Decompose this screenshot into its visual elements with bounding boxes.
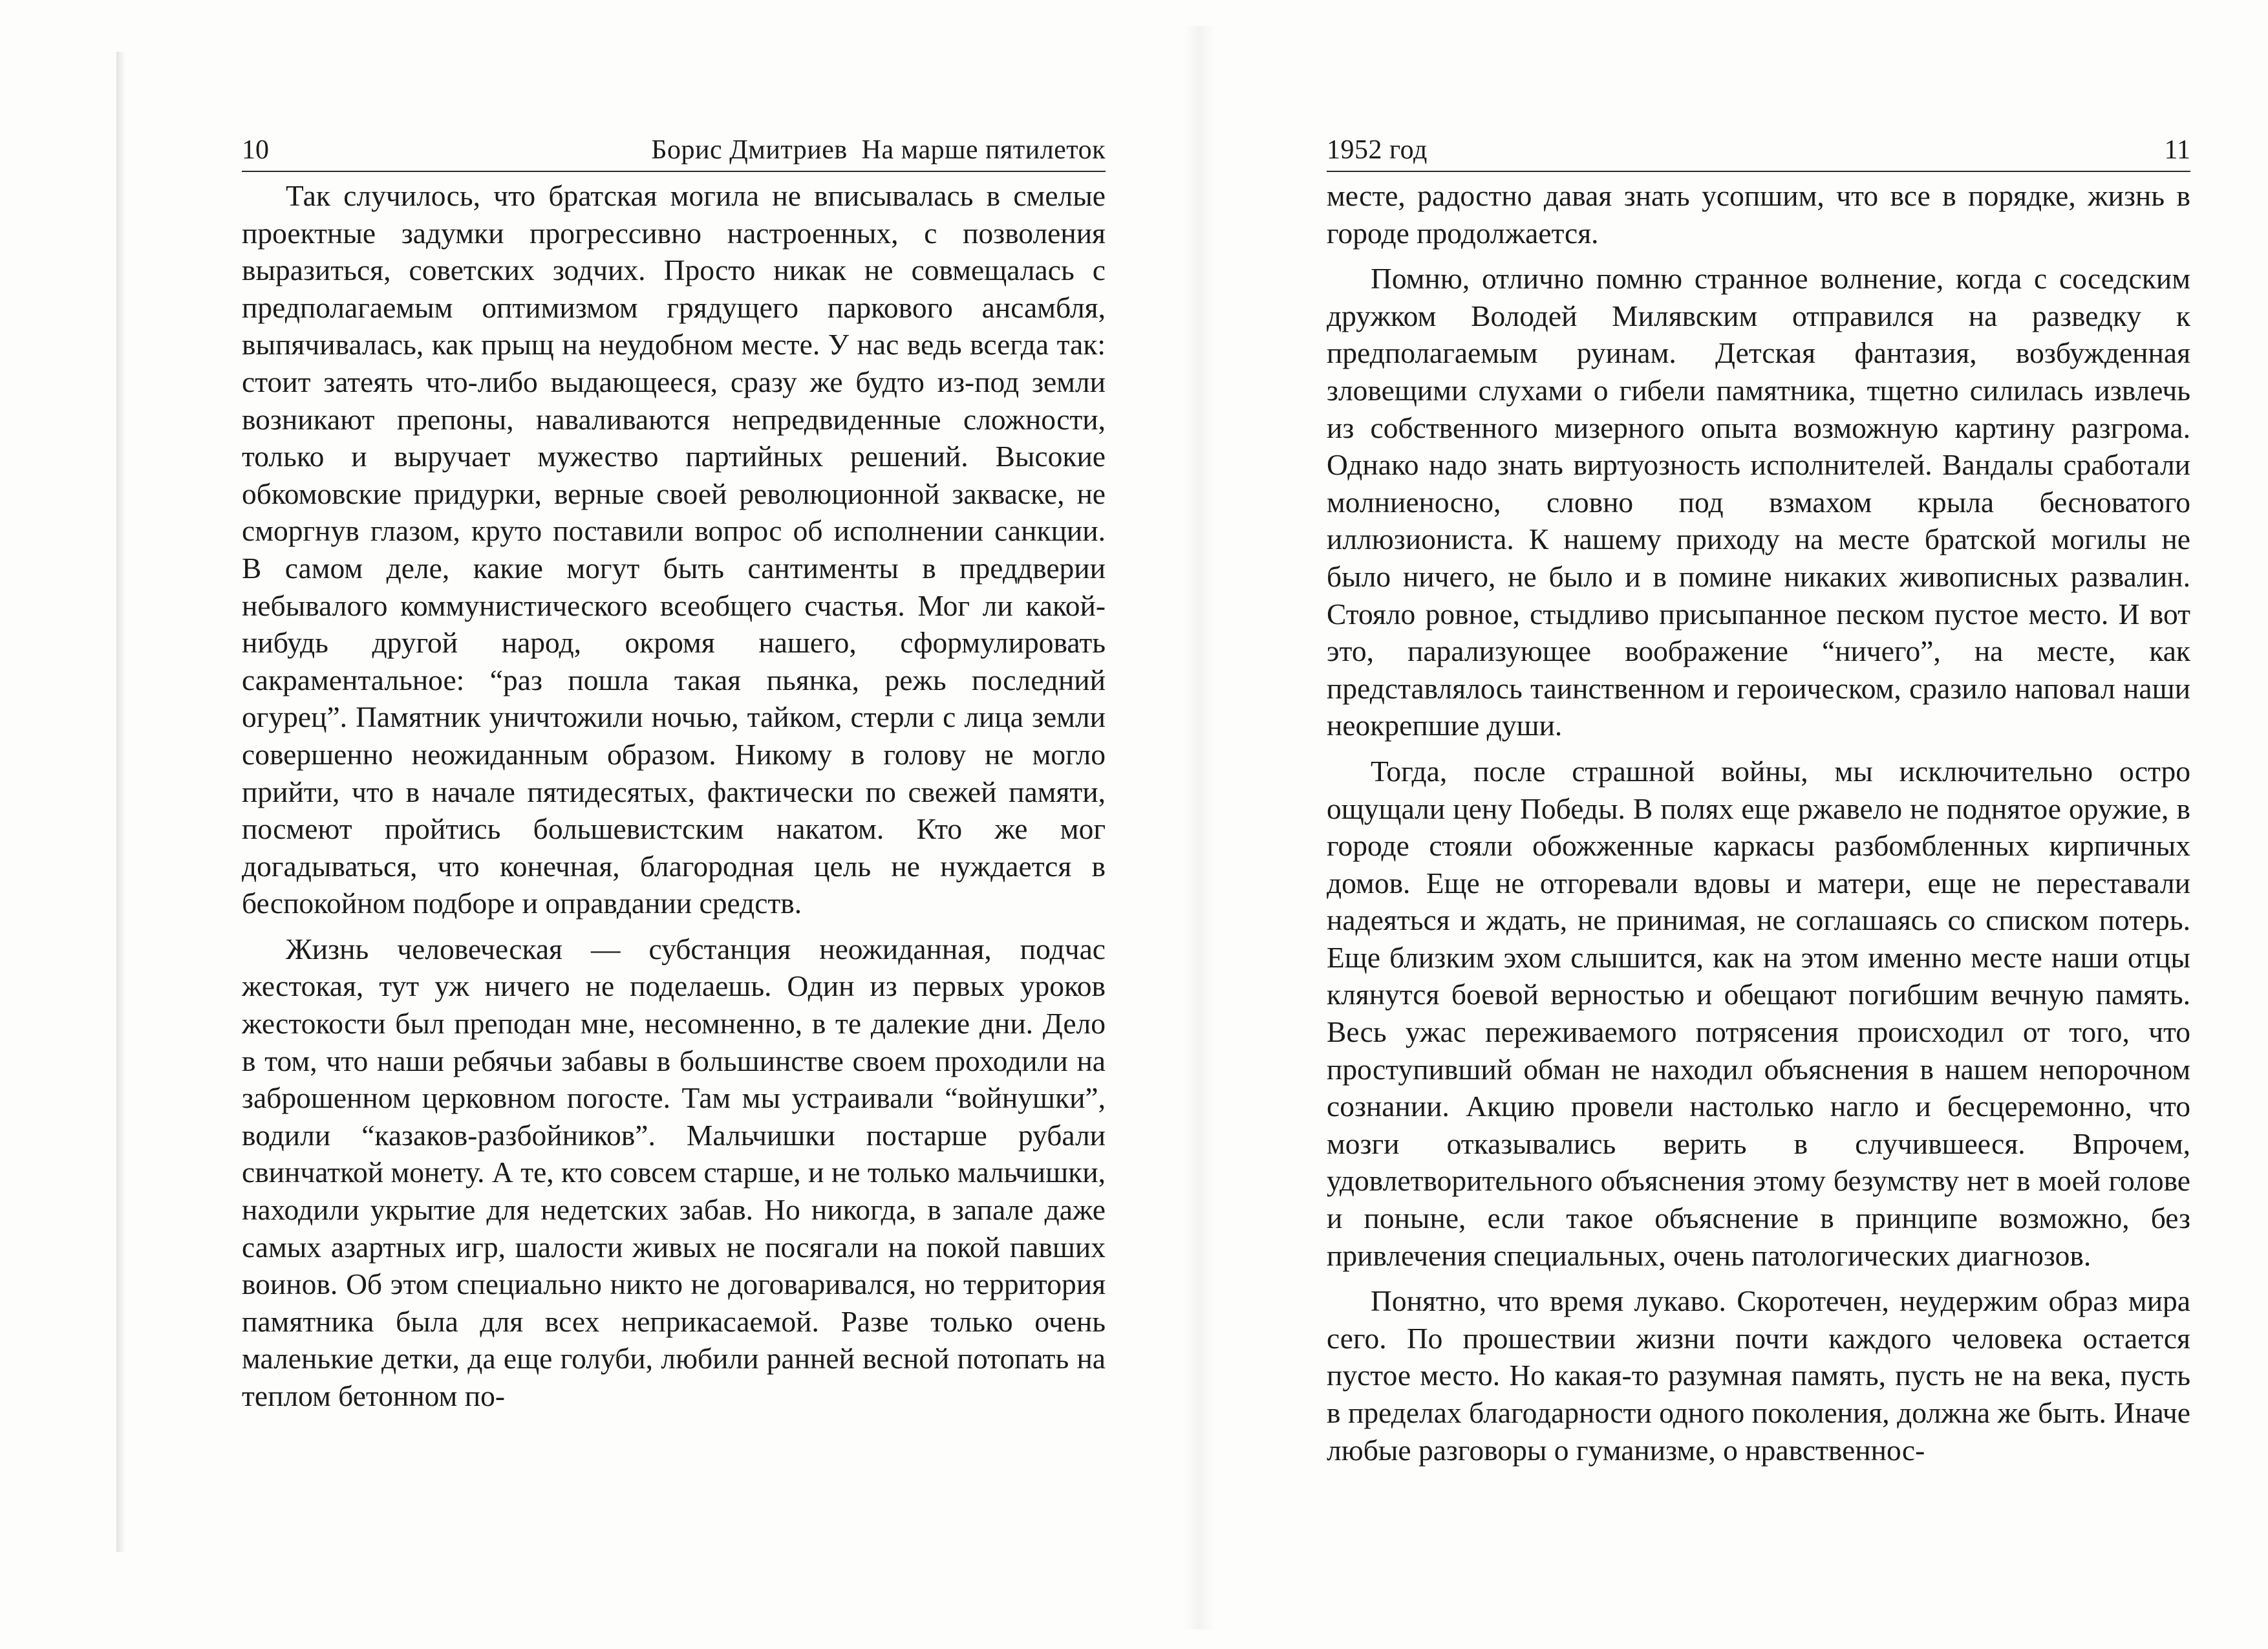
- right-page: [1327, 129, 2190, 1477]
- paragraph: Понятно, что время лукаво. Скоротечен, неудержим образ мира сего. По прошествии жизни почти каждого человека остается пустое место. Но какая-то разумная память, пусть не на века, пусть в пределах благодарности одного поколения, должна же быть. Иначе любые разговоры о гуманизме, о нравственнос-: [1327, 1284, 2190, 1467]
- paragraph: Так случилось, что братская могила не вписывалась в смелые проектные задумки прогрессивно настроенных, с позволения выразиться, советских зодчих. Просто никак не совмещалась с предполагаемым оптимизмом грядущего паркового ансамбля, выпячивалась, как прыщ на неудобном месте. У нас ведь всегда так: стоит затеять что-либо выдающееся, сразу же будто из-под земли возникают препоны, наваливаются непредвиденные сложности, только и выручает мужество партийных решений. Высокие обкомовские придурки, верные своей революционной закваске, не сморгнув глазом, круто поставили вопрос об исполнении санкции. В самом деле, какие могут быть сантименты в преддверии небывалого коммунистического всеобщего счастья. Мог ли какой-нибудь другой народ, окромя нашего, сформулировать сакраментальное: “раз пошла такая пьянка, режь последний огурец”. Памятник уничтожили ночью, тайком, стерли с лица земли совершенно неожиданным образом. Никому в голову не могло прийти, что в начале пятидесятых, фактически по свежей памяти, посмеют пройтись большевистским накатом. Кто же мог догадываться, что конечная, благородная цель не нуждается в беспокойном подборе и оправдании средств.: [242, 179, 1106, 920]
- paragraph: Жизнь человеческая — субстанция неожиданная, подчас жестокая, тут уж ничего не поделаешь. Один из первых уроков жестокости был преподан мне, несомненно, в те далекие дни. Дело в том, что наши ребячьи забавы в большинстве своем проходили на заброшенном церковном погосте. Там мы устраивали “войнушки”, водили “казаков-разбойников”. Мальчишки постарше рубали свинчаткой монету. А те, кто совсем старше, и не только мальчишки, находили укрытие для недетских забав. Но никогда, в запале даже самых азартных игр, шалости живых не посягали на покой павших воинов. Об этом специально никто не договаривался, но территория памятника была для всех неприкасаемой. Разве только очень маленькие детки, да еще голуби, любили ранней весной потопать на теплом бетонном по-: [242, 932, 1106, 1412]
- left-page: [242, 129, 1106, 1423]
- gutter-shadow: [1183, 26, 1215, 1630]
- left-page-number: 10: [242, 135, 269, 165]
- paragraph: Тогда, после страшной войны, мы исключительно остро ощущали цену Победы. В полях еще ржавело не поднятое оружие, в городе стояли обожженные каркасы разбомбленных кирпичных домов. Еще не отгоревали вдовы и матери, еще не переставали надеяться и ждать, не принимая, не соглашаясь со списком потерь. Еще близким эхом слышится, как на этом именно месте наши отцы клянутся боевой верностью и обещают погибшим вечную память. Весь ужас переживаемого потрясения происходил от того, что проступивший обман не находил объяснения в нашем непорочном сознании. Акцию провели настолько нагло и бесцеремонно, что мозги отказывались верить в случившееся. Впрочем, удовлетворительного объяснения этому безумству нет в моей голове и поныне, если такое объяснение в принципе возможно, без привлечения специальных, очень патологических диагнозов.: [1327, 754, 2190, 1272]
- left-body-text: [242, 177, 1106, 1415]
- left-running-title: Борис Дмитриев На марше пятилеток: [651, 135, 1106, 165]
- paragraph: месте, радостно давая знать усопшим, что все в порядке, жизнь в городе продолжается.: [1327, 179, 2190, 250]
- right-running-title: 1952 год: [1327, 135, 1428, 165]
- right-body-text: [1327, 177, 2190, 1469]
- right-running-head: [1327, 129, 2190, 172]
- left-running-head: [242, 129, 1106, 172]
- paragraph: Помню, отлично помню странное волнение, когда с соседским дружком Володей Милявским отправился на разведку к предполагаемым руинам. Детская фантазия, возбужденная зловещими слухами о гибели памятника, тщетно силилась извлечь из собственного мизерного опыта возможную картину разгрома. Однако надо знать виртуозность исполнителей. Вандалы сработали молниеносно, словно под взмахом крыла бесноватого иллюзиониста. К нашему приходу на месте братской могилы не было ничего, не было и в помине никаких живописных развалин. Стояло ровное, стыдливо присыпанное песком пустое место. И вот это, парализующее воображение “ничего”, на месте, как представлялось таинственном и героическом, сразило наповал наши неокрепшие души.: [1327, 262, 2190, 742]
- right-page-number: 11: [2164, 135, 2190, 165]
- page-edge-shadow: [116, 52, 125, 1552]
